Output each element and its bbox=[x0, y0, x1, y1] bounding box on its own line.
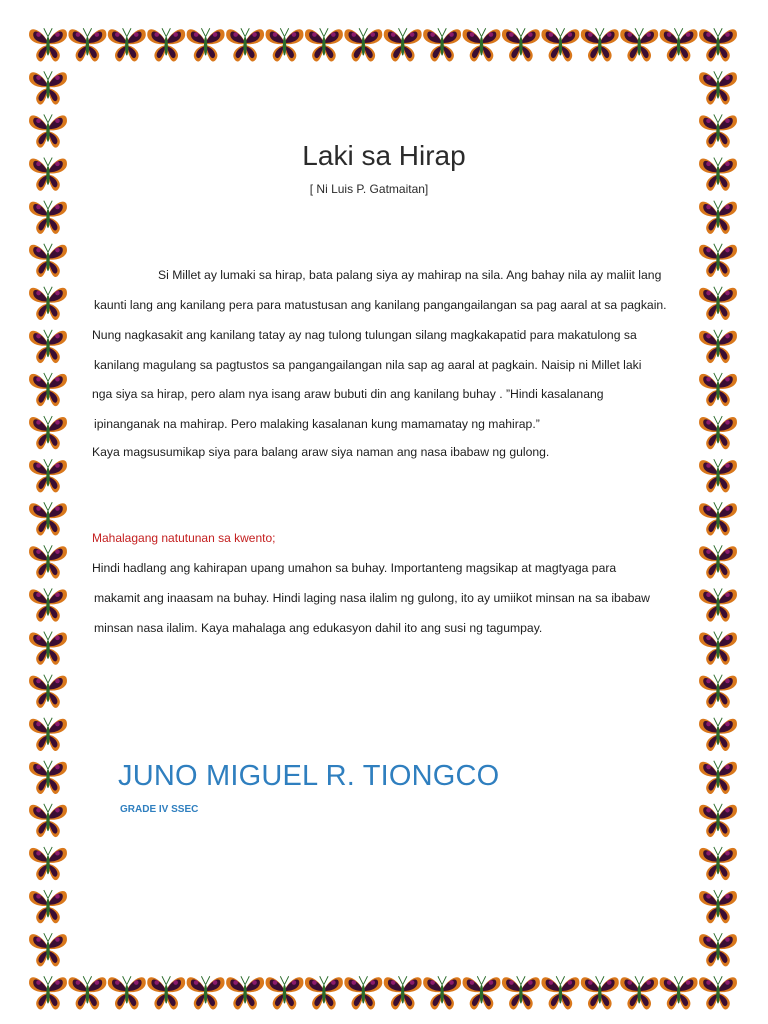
lesson-line: Hindi hadlang ang kahirapan upang umahon sa buhay. Importanteng magsikap at magtyaga para bbox=[92, 561, 617, 575]
page-title: Laki sa Hirap bbox=[302, 140, 466, 171]
lesson-heading: Mahalagang natutunan sa kwento; bbox=[92, 531, 276, 545]
story-line: Si Millet ay lumaki sa hirap, bata palang siya ay mahirap na sila. Ang bahay nila ay maliit lang bbox=[158, 268, 662, 282]
lesson-line: minsan nasa ilalim. Kaya mahalaga ang edukasyon dahil ito ang susi ng tagumpay. bbox=[94, 621, 543, 635]
story-line: kaunti lang ang kanilang pera para matustusan ang kanilang pangangailangan sa pag aaral at sa pagkain. bbox=[94, 298, 667, 312]
author-name: JUNO MIGUEL R. TIONGCO bbox=[118, 760, 500, 792]
story-line: kanilang magulang sa pagtustos sa pangangailangan nila sap ag aaral at pagkain. Naisip ni Millet laki bbox=[94, 358, 642, 372]
author-credit: [ Ni Luis P. Gatmaitan] bbox=[309, 182, 429, 196]
grade-label: GRADE IV SSEC bbox=[120, 804, 199, 815]
lesson-line: makamit ang inaasam na buhay. Hindi laging nasa ilalim ng gulong, ito ay umiikot minsan na sa ibabaw bbox=[94, 591, 650, 605]
story-line: Kaya magsusumikap siya para balang araw siya naman ang nasa ibabaw ng gulong. bbox=[92, 445, 550, 459]
story-line: ipinanganak na mahirap. Pero malaking kasalanan kung mamamatay ng mahirap.” bbox=[94, 417, 540, 431]
story-line: nga siya sa hirap, pero alam nya isang araw bubuti din ang kanilang buhay . ”Hindi kasalanang bbox=[92, 387, 604, 401]
story-line: Nung nagkasakit ang kanilang tatay ay nag tulong tulungan silang magkakapatid para makatulong sa bbox=[92, 328, 637, 342]
